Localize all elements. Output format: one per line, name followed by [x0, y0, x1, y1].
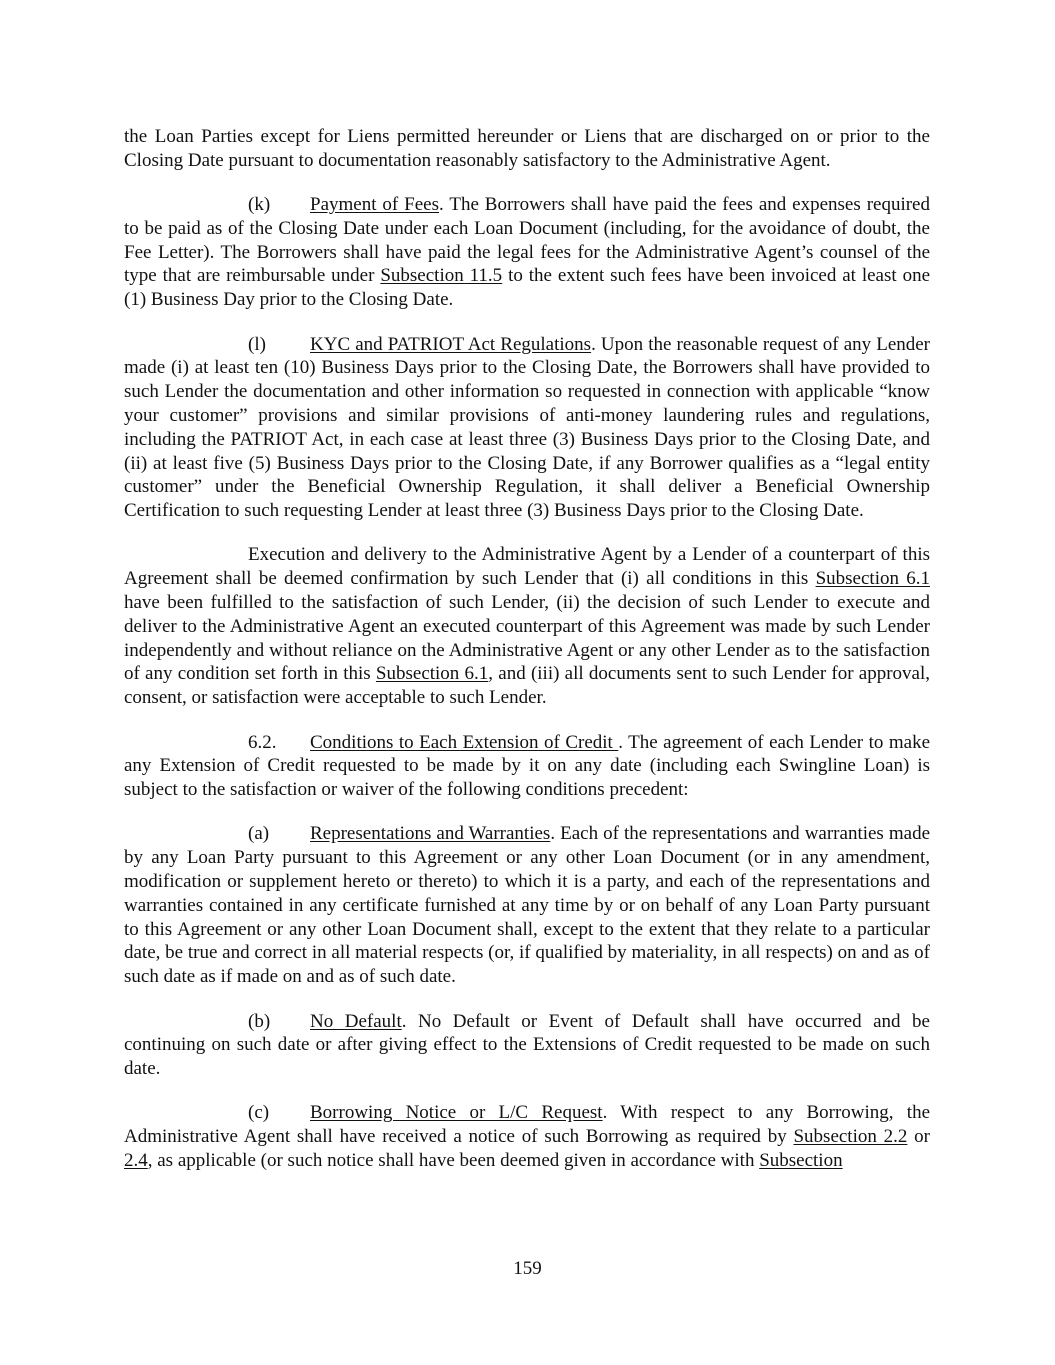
cross-reference: Subsection 11.5: [380, 265, 503, 287]
clause-heading: Representations and Warranties: [310, 823, 551, 845]
clause-text: . The agreement of each Lender to make any Extension of Credit requested to be made by it on any date (including each Swingline Loan) is subject to the satisfaction or waiver of the following conditions precedent:: [124, 731, 930, 801]
clause-text: . The Borrowers shall have paid the fees and expenses required to be paid as of the Closing Date under each Loan Document (including, for the avoidance of doubt, the Fee Letter). The Borrowers shall have paid the legal fees for the Administrative Agent’s counsel of the type that are reimbursable under: [124, 194, 930, 287]
clause-text: Execution and delivery to the Administrative Agent by a Lender of a counterpart of this Agreement shall be deemed confirmation by such Lender that (i) all conditions in this: [124, 544, 930, 590]
clause-text: , and (iii) all documents sent to such Lender for approval, consent, or satisfaction were acceptable to such Lender.: [124, 663, 930, 709]
cross-reference: Subsection 2.2: [793, 1126, 908, 1148]
paragraph-c: [124, 1101, 930, 1172]
clause-text: , as applicable (or such notice shall have been deemed given in accordance with: [147, 1149, 760, 1171]
paragraph-k: [124, 193, 930, 312]
clause-text: to the extent such fees have been invoiced at least one (1) Business Day prior to the Closing Date.: [124, 265, 930, 311]
clause-heading: KYC and PATRIOT Act Regulations: [310, 333, 592, 355]
clause-heading: Borrowing Notice or L/C Request: [310, 1102, 603, 1124]
paragraph-a: [124, 822, 930, 989]
cross-reference: 2.4: [124, 1149, 148, 1171]
paragraph-l: [124, 333, 930, 523]
paragraph-b: [124, 1010, 930, 1081]
cross-reference: Subsection 6.1: [815, 568, 930, 590]
clause-text: or: [907, 1126, 931, 1148]
paragraph-intro: [124, 125, 930, 173]
section-heading: Conditions to Each Extension of Credit: [310, 731, 619, 753]
clause-text: . Each of the representations and warranties made by any Loan Party pursuant to this Agreement or any other Loan Document (or in any amendment, modification or supplement hereto or thereto) to which it is a party, and each of the representations and warranties contained in any certificate furnished at any time by or on behalf of any Loan Party pursuant to this Agreement or any other Loan Document shall, except to the extent that they relate to a particular date, be true and correct in all material respects (or, if qualified by materiality, in all respects) on and as of such date as if made on and as of such date.: [124, 823, 930, 988]
clause-text: have been fulfilled to the satisfaction of such Lender, (ii) the decision of such Lender to execute and deliver to the Administrative Agent an executed counterpart of this Agreement was made by such Lender independently and without reliance on the Administrative Agent or any other Lender as to the satisfaction of any condition set forth in this: [124, 592, 930, 685]
clause-label: (b): [248, 1010, 271, 1032]
page-body: [124, 125, 930, 1193]
clause-text: . Upon the reasonable request of any Lender made (i) at least ten (10) Business Days prior to the Closing Date, the Borrowers shall have provided to such Lender the documentation and other information so requested in connection with applicable “know your customer” provisions and similar provisions of anti-money laundering rules and regulations, including the PATRIOT Act, in each case at least three (3) Business Days prior to the Closing Date, and (ii) at least five (5) Business Days prior to the Closing Date, if any Borrower qualifies as a “legal entity customer” under the Beneficial Ownership Regulation, it shall deliver a Beneficial Ownership Certification to such requesting Lender at least three (3) Business Days prior to the Closing Date.: [124, 333, 931, 522]
clause-heading: Payment of Fees: [310, 194, 439, 216]
clause-heading: No Default: [310, 1010, 402, 1032]
cross-reference: Subsection: [759, 1149, 843, 1171]
clause-label: (l): [248, 333, 266, 355]
clause-label: (c): [248, 1102, 270, 1124]
clause-label: (a): [248, 823, 270, 845]
section-number: 6.2.: [248, 731, 277, 753]
section-6-2: [124, 731, 930, 802]
page-number: 159: [513, 1258, 542, 1279]
cross-reference: Subsection 6.1: [375, 663, 489, 685]
paragraph-execution: [124, 543, 930, 710]
clause-text: . With respect to any Borrowing, the Administrative Agent shall have received a notice of such Borrowing as required by: [124, 1102, 931, 1148]
clause-text: . No Default or Event of Default shall have occurred and be continuing on such date or after giving effect to the Extensions of Credit requested to be made on such date.: [124, 1010, 930, 1080]
clause-label: (k): [248, 194, 271, 216]
intro-text: the Loan Parties except for Liens permitted hereunder or Liens that are discharged on or prior to the Closing Date pursuant to documentation reasonably satisfactory to the Administrative Agent.: [124, 126, 930, 171]
